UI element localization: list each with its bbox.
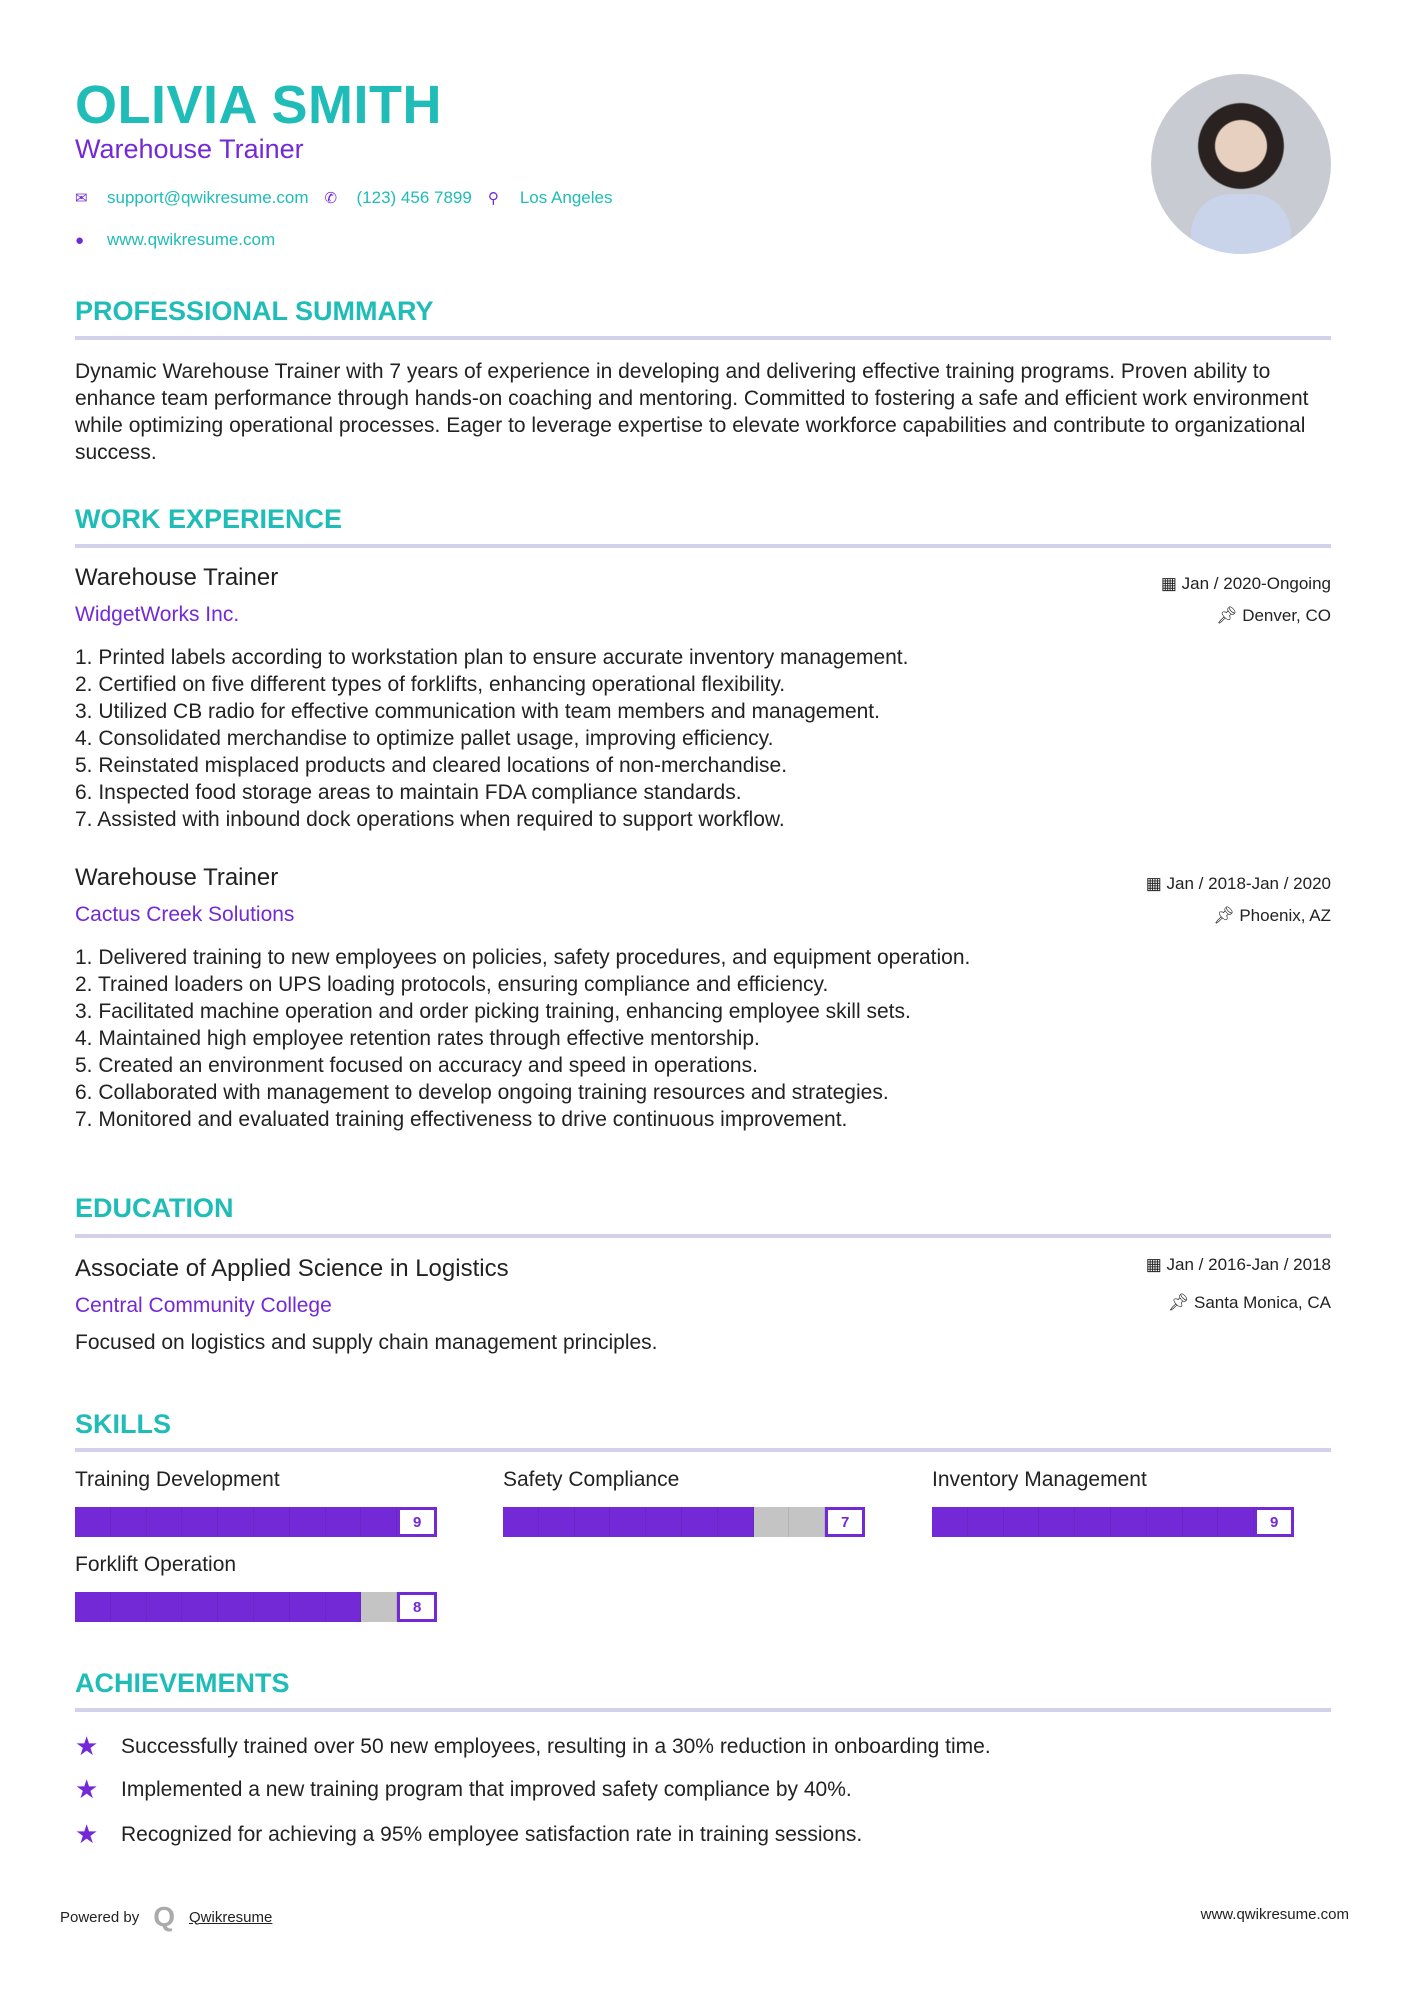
skill-segment [111,1507,147,1537]
job-location: 📌︎ Phoenix, AZ [1213,906,1331,925]
phone-text: (123) 456 7899 [356,188,472,207]
pin-icon: 📌︎ [1215,606,1243,625]
achievement-item: ★ Successfully trained over 50 new employees, resulting in a 30% reduction in onboarding time. [75,1731,991,1761]
skill-segment [218,1592,254,1622]
star-icon: ★ [75,1819,99,1849]
summary-text: Dynamic Warehouse Trainer with 7 years of experience in developing and delivering effective training programs. Proven ability to enhance team performance through hands-on coaching and mentoring. Committed to fostering a safe and efficient work environment while optimizing operational processes. Eager to leverage expertise to elevate workforce capabilities and contribute to organizational success. [75,360,1309,464]
star-icon: ★ [75,1774,99,1804]
degree: Associate of Applied Science in Logistics [75,1255,509,1282]
achievement-item: ★ Recognized for achieving a 95% employee satisfaction rate in training sessions. [75,1819,863,1849]
bullet: 5. Created an environment focused on accuracy and speed in operations. [75,1054,758,1077]
footer-powered: Powered by Q Qwikresume [60,1901,273,1932]
section-heading-experience: WORK EXPERIENCE [75,504,343,534]
section-heading-achievements: ACHIEVEMENTS [75,1668,290,1698]
skill-segment [147,1592,183,1622]
skill-segment [1111,1507,1147,1537]
contact-row [75,188,612,208]
bullet: 1. Printed labels according to workstation plan to ensure accurate inventory management. [75,646,909,669]
pin-icon: 📌︎ [1213,906,1240,925]
skill-score: 9 [397,1507,437,1537]
bullet: 2. Trained loaders on UPS loading protocols, ensuring compliance and efficiency. [75,973,829,996]
location-text: Los Angeles [519,188,613,207]
skill-bar [932,1507,1330,1537]
bullet: 6. Collaborated with management to develop ongoing training resources and strategies. [75,1081,889,1104]
skill-name: Safety Compliance [503,1468,680,1491]
skill-segment [218,1507,254,1537]
bullet: 3. Facilitated machine operation and order picking training, enhancing employee skill sets. [75,1000,911,1023]
skill-segment [326,1507,362,1537]
skill-segment [361,1592,397,1622]
bullet: 6. Inspected food storage areas to maintain FDA compliance standards. [75,781,742,804]
skill-segment [1218,1507,1254,1537]
divider [75,336,1331,340]
website-link[interactable]: www.qwikresume.com [107,230,276,249]
calendar-icon: ▦ [1160,574,1182,593]
bullet: 1. Delivered training to new employees on policies, safety procedures, and equipment operation. [75,946,971,969]
calendar-icon: ▦ [1145,1255,1167,1274]
job-title: Warehouse Trainer [75,564,279,591]
section-heading-skills: SKILLS [75,1409,172,1439]
divider [75,1234,1331,1238]
skill-segment [1075,1507,1111,1537]
brand-link[interactable]: Qwikresume [189,1908,273,1926]
job-date: ▦ Jan / 2020-Ongoing [1160,574,1331,593]
skill-segment [754,1507,790,1537]
divider [75,1708,1331,1712]
pin-icon: 📌︎ [1167,1293,1194,1312]
bullet: 3. Utilized CB radio for effective communication with team members and management. [75,700,880,723]
skill-bar [75,1507,473,1537]
school-name: Central Community College [75,1294,332,1317]
job-bullets [75,944,970,1133]
email-link[interactable]: support@qwikresume.com [107,188,309,207]
bullet: 4. Consolidated merchandise to optimize pallet usage, improving efficiency. [75,727,774,750]
skill-segment [1039,1507,1075,1537]
candidate-name: OLIVIA SMITH [75,75,442,135]
map-pin-icon: ⚲ [487,190,499,207]
qwikresume-logo-icon: Q [153,1901,175,1932]
skill-bar [503,1507,901,1537]
skill-segment [254,1592,290,1622]
skill-segment [1147,1507,1183,1537]
calendar-icon: ▦ [1145,874,1167,893]
skill-segment [361,1507,397,1537]
bullet: 4. Maintained high employee retention rates through effective mentorship. [75,1027,760,1050]
bullet: 7. Monitored and evaluated training effectiveness to drive continuous improvement. [75,1108,848,1131]
skill-score: 8 [397,1592,437,1622]
skill-segment [290,1592,326,1622]
company-name: WidgetWorks Inc. [75,603,240,626]
phone-icon: ✆ [324,190,338,207]
skill-segment [718,1507,754,1537]
bullet: 5. Reinstated misplaced products and cleared locations of non-merchandise. [75,754,788,777]
skill-segment [503,1507,539,1537]
skill-name: Forklift Operation [75,1553,237,1576]
skill-segment [182,1507,218,1537]
profile-photo [1151,74,1331,254]
envelope-icon: ✉ [75,190,88,207]
skill-segment [111,1592,147,1622]
skill-segment [932,1507,968,1537]
skill-segment [610,1507,646,1537]
divider [75,544,1331,548]
job-bullets [75,644,908,833]
skill-segment [539,1507,575,1537]
job-date: ▦ Jan / 2018-Jan / 2020 [1145,874,1331,893]
job-location: 📌︎ Denver, CO [1215,606,1331,625]
website-row [75,230,275,250]
divider [75,1448,1331,1452]
section-heading-summary: PROFESSIONAL SUMMARY [75,296,434,326]
skill-segment [575,1507,611,1537]
skill-segment [1183,1507,1219,1537]
skill-segment [326,1592,362,1622]
skill-segment [75,1507,111,1537]
job-title: Warehouse Trainer [75,864,279,891]
skill-segment [182,1592,218,1622]
skill-score: 7 [825,1507,865,1537]
edu-location: 📌︎ Santa Monica, CA [1167,1293,1331,1312]
skill-segment [254,1507,290,1537]
skill-segment [290,1507,326,1537]
skill-segment [75,1592,111,1622]
skill-segment [968,1507,1004,1537]
skill-score: 9 [1254,1507,1294,1537]
skill-bar [75,1592,473,1622]
company-name: Cactus Creek Solutions [75,903,295,926]
skill-segment [646,1507,682,1537]
globe-icon: ● [75,231,85,249]
candidate-title: Warehouse Trainer [75,134,304,164]
skill-segment [682,1507,718,1537]
edu-date: ▦ Jan / 2016-Jan / 2018 [1145,1255,1331,1274]
bullet: 2. Certified on five different types of forklifts, enhancing operational flexibility. [75,673,786,696]
section-heading-education: EDUCATION [75,1193,234,1223]
bullet: 7. Assisted with inbound dock operations when required to support workflow. [75,808,785,831]
skill-segment [147,1507,183,1537]
skill-name: Training Development [75,1468,280,1491]
skill-segment [1004,1507,1040,1537]
skill-name: Inventory Management [932,1468,1147,1491]
skill-segment [789,1507,825,1537]
edu-description: Focused on logistics and supply chain management principles. [75,1331,658,1354]
achievement-item: ★ Implemented a new training program that improved safety compliance by 40%. [75,1774,852,1804]
footer-website[interactable]: www.qwikresume.com [1200,1906,1349,1923]
star-icon: ★ [75,1731,99,1761]
